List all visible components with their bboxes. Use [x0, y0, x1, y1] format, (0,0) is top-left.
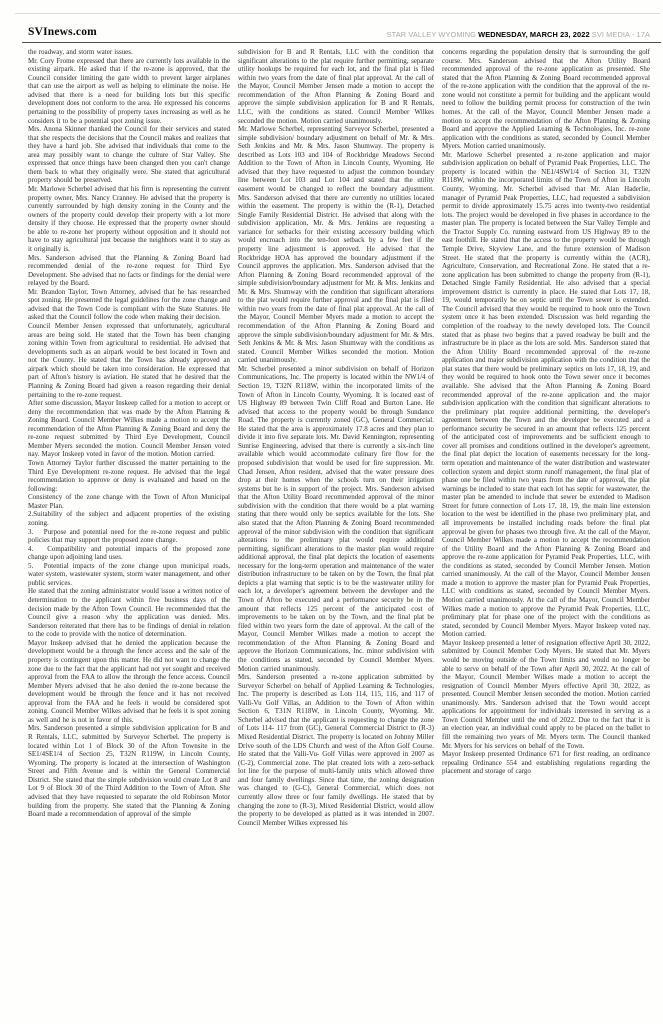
article-paragraph: the roadway, and storm water issues.: [28, 48, 133, 56]
article-list-item: Consistency of the zone change with the Town of Afton Municipal Master Plan.: [28, 493, 230, 510]
article-paragraph: Mr. Scherbel presented a minor subdivision on behalf of Horizon Communications, Inc. The property is located within the NW1/4 of Section 19, T32N R118W, within the incorporated limits of the Town of Afton in Lincoln County, Wyoming. It is located east of US Highway 89 between Twin Cliff Road and Burton Lane. He advised that access to the property would be through Sundance Road. The property is currently zoned (GC), General Commercial. He stated that the area is approximately 17.8 acres and they plan to divide it into five separate lots. Mr. David Kennington, representing Sunrise Engineering, advised that there is currently a six-inch line available which would accommodate culinary fire flow for the proposed subdivision that would be used for fire suppression. Mr. Chad Jensen, Afton resident, advised that the water pressure does drop at their homes when the schools turn on their irrigation systems but he is in support of the project. Mrs. Sanderson advised that the Afton Utility Board recommended approval of the minor subdivision with the condition that there would be a plat warning stating that there would only be septics available for the lots. She also stated that the Afton Planning & Zoning Board recommended approval of the minor subdivision with the condition that significant alterations to the preliminary plat would require additional permitting, significant alterations to the master plan would require additional approval, the final plat depicts the location of easements necessary for the long-term operation and maintenance of the water distribution infrastructure to be taken on by the Town, the final plat depicts a plat warning that septic is to be the wastewater utility for each lot, a developer's agreement between the developer and the Town of Afton be executed and a performance security be in the amount that reflects 125 percent of the anticipated cost of improvements to be taken on by the Town, and the final plat be filed within two years form the date of approval. At the call of the Mayor, Council Member Wilkes made a motion to accept the recommendation of the Afton Planning & Zoning Board and approve the Horizon Communications, Inc. minor subdivision with the conditions as stated, seconded by Council Member Myers. Motion carried unanimously.: [238, 364, 434, 673]
article-paragraph: Mr. Cory Frome expressed that there are currently lots available in the existing airpark. He asked that if the re-zone is approved, that the Council consider limiting the gate width to prevent larger airplanes that can use the airport as well as helping to eliminate the noise. He advised that there is a need for building lots but this specific development does not conform to the area. He expressed his concerns pertaining to the possibility of property taxes increasing as well as he considers it to be a potential spot zoning issue.: [28, 56, 230, 125]
top-divider-rule: [15, 13, 660, 14]
masthead: [28, 25, 650, 41]
article-paragraph: He stated that the zoning administrator would issue a written notice of determination to the applicant within five business days of the decision made by the Afton Town Council. He recommended that the Council give a reason why the application was denied. Mrs. Sanderson reiterated that there has to be findings of denial in relation to the code to provide with the notice of determination.: [28, 587, 230, 639]
article-paragraph: Mrs. Sanderson presented a simple subdivision application for B and R Rentals, LLC, submitted by Surveyor Scherbel. The property is located within Lot 1 of Block 30 of the Afton Townsite in the SE1/4SE1/4 of Section 25, T32N R119W, in Lincoln County, Wyoming. The property is located at the intersection of Washington Street and Fifth Avenue and is within the General Commercial District. She stated that the simple subdivision would create Lot 8 and Lot 9 of Block 30 of the Third Addition to the Town of Afton. She advised that they have requested to separate the old Robinson Motor building from the property. She stated that the Planning & Zoning Board made a recommendation of approval of the simple: [28, 724, 230, 819]
article-columns: [28, 48, 650, 988]
article-column-1: [28, 48, 230, 988]
article-paragraph: Mayor Inskeep advised that he denied the application because the development would be a through the fence access and the sale of the property is contingent upon this matter. He did not want to change the zone due to the fact that the applicant had not yet sought and received approval from the FAA to allow the through the fence access. Council Member Myers advised that he also denied the re-zone because the development would be through the fence and it has not received approval from the FAA and he feels it would be considered spot zoning. Council Member Wilkes advised that he feels it is spot zoning as well and he is not in favor of this.: [28, 638, 230, 724]
article-list-item: 4. Compatibility and potential impacts of the proposed zone change upon adjoining land uses.: [28, 544, 230, 562]
masthead-page-number: SVI MEDIA - 17A: [589, 30, 650, 39]
masthead-location: STAR VALLEY WYOMING: [386, 30, 479, 39]
article-paragraph: Council Member Jensen expressed that unfortunately, agricultural areas are being sold. He stated that the Town has been changing zoning within Town from agricultural to residential. He advised that developments such as an airpark would be best located in Town and not the County. He stated that the Town has already approved an airpark which should be taken into consideration. He expressed that part of Afton's history is aviation. He stated that he desired that the Planning & Zoning Board had given a reason regarding their denial pertaining to the re-zone request.: [28, 322, 230, 399]
article-paragraph: concerns regarding the population density that is surrounding the golf course. Mrs. Sanderson advised that the Afton Utility Board recommended approval of the re-zone application as presented. She stated that the Afton Planning & Zoning Board recommended approval of the re-zone application with the condition that the approval of the re-zone would not constitute a permit for building and the applicant would need to follow the building permit process for construction of the twin homes. At the call of the Mayor, Council Member Jensen made a motion to accept the recommendation of the Afton Planning & Zoning Board and approve the Applied Learning & Technologies, Inc. re-zone application with the conditions as stated, seconded by Council Member Myers. Motion carried unanimously.: [442, 48, 650, 151]
article-paragraph: Mayor Inskeep presented a letter of resignation effective April 30, 2022, submitted by Council Member Cody Myers. He stated that Mr. Myers would be moving outside of the Town limits and would no longer be able to serve on behalf of the Town after April 30, 2022. At the call of the Mayor, Council Member Wilkes made a motion to accept the resignation of Council Member Myers effective April 30, 2022, as presented. Council Member Jensen seconded the motion. Motion carried unanimously. Mrs. Sanderson advised that the Town would accept applications for appointment for individuals interested in serving as a Town Council Member until the end of 2022. Due to the fact that it is an election year, an individual could apply to be placed on the ballet to fill the remaining two years of Mr. Myers term. The Council thanked Mr. Myers for his services on behalf of the Town.: [442, 638, 650, 750]
masthead-site-title: SVInews.com: [28, 26, 97, 38]
article-list-item: 2.Suitability of the subject and adjacent properties of the existing zoning.: [28, 510, 230, 527]
article-column-2: [238, 48, 434, 988]
article-paragraph: Mrs. Anona Skinner thanked the Council for their services and stated that she respects the decisions that the Council makes and realizes that they have a hard job. She advised that individuals that come to the area may possibly want to change the culture of Star Valley. She expressed that once things have been changed then you can't change them back to what they originally were. She stated that agricultural property should be preserved.: [28, 125, 230, 185]
article-paragraph: Mr. Marlowe Scherbel presented a re-zone application and major subdivision application on behalf of Pyramid Peak Properties, LLC. The property is located within the NE1/4SW1/4 of Section 31, T32N R118W, within the incorporated limits of the Town of Afton in Lincoln County, Wyoming. Mr. Scherbel advised that Mr. Alan Haderlie, manager of Pyramid Peak Properties, LLC, had requested a subdivision permit to divide approximately 15.75 acres into twenty-two residential lots. The project would be developed in five phases in accordance to the master plan. The property is located between the Star Valley Temple and the Tractor Supply Co. running eastward from US Highway 89 to the east foothill. He stated that the access to the property would be through Temple Drive, Skyview Lane, and the future extension of Madison Street. He stated that the property is currently within the (ACR), Agriculture, Conservation, and Recreational Zone. He stated that a re-zone application has been submitted to change the property from (R-1), Detached Single Family Residential. He also advised that a special improvement district is currently in place. He stated that Lots 17, 18, 19, would temporarily be on septic until the Town sewer is extended. The Council advised that they would be required to hook onto the Town system once it has been extended. Discussion was held regarding the completion of the roadway to the newly developed lots. The Council stated that as phase two begins that a paved roadway be built and the infrastructure be in place as the lots are sold. Mrs. Sanderson stated that the Afton Utility Board recommended approval of the re-zone application and major subdivision application with the condition that the plat states that there would be preliminary septics on lots 17, 18, 19, and they would be required to hook onto the Town sewer once it becomes available. She advised that the Afton Planning & Zoning Board recommended approval of the re-zone application and the major subdivision application with the condition that significant alterations to the preliminary plat require additional permitting, the developer's agreement between the Town and the developer be executed and a performance security be secured in an amount that reflects 125 percent of the anticipated cost of improvements and be sufficient enough to cover all promises and conditions outlined in the developer's agreement, the final plat depict the location of easements necessary for the long-term operation and maintenance of the water distribution and wastewater collection system and depict storm runoff management, the final plat of phase one be filed within two years from the date of approval, the plat warnings be included to state that each lot has septic for wastewater, the master plan be amended to include that sewer be extended to Madison Street for future connection of Lots 17, 18, 19, the main line extension location to the west be identified in the phase two preliminary plat, and all improvements be installed including roads before the final plat approval be given for phases two through five. At the call of the Mayor, Council Member Wilkes made a motion to accept the recommendation of the Utility Board and the Afton Planning & Zoning Board and approve the re-zone application for Pyramid Peak Properties, LLC, with the conditions as stated, seconded by Council Member Jensen. Motion carried unanimously. At the call of the Mayor, Council Member Jensen made a motion to approve the master plan for Pyramid Peak Properties, LLC with conditions as stated, seconded by Council Member Myers. Motion carried unanimously. At the call of the Mayor, Council Member Wilkes made a motion to approve the Pyramid Peak Properties, LLC, preliminary plat for phase one of the project with the conditions as stated, seconded by Council Member Myers. Mayor Inskeep voted nay. Motion carried.: [442, 150, 650, 639]
article-column-3: [442, 48, 650, 988]
article-paragraph: Mr. Marlowe Scherbel, representing Surveyor Scherbel, presented a simple subdivision/ boundary adjustment on behalf of Mr. & Mrs. Seth Jenkins and Mr. & Mrs. Jason Shumway. The property is described as Lots 103 and 104 of Rockbridge Meadows Second Addition to the Town of Afton in Lincoln County, Wyoming. He advised that they have requested to adjust the common boundary line between Lot 103 and Lot 104 and stated that the utility easement would be changed to reflect the boundary adjustment. Mrs. Sanderson advised that there are currently no utilities located within the easement. The property is within the (R-1), Detached Single Family Residential District. He advised that along with the subdivision application, Mr. & Mrs. Jenkins are requesting a variance for setbacks for their existing accessory building which would encroach into the ten-foot setback by a few feet if the property line adjustment is approved. He advised that the Rockbridge HOA has approved the boundary adjustment if the Council approves the application. Mrs. Sanderson advised that the Afton Planning & Zoning Board recommended approval of the simple subdivision/boundary adjustment for Mr. & Mrs. Jenkins and Mr. & Mrs. Shumway with the condition that significant alterations to the plat would require further approval and the final plat is filed within two years from the date of final plat approval. At the call of the Mayor, Council Member Myers made a motion to accept the recommendation of the Afton Planning & Zoning Board and approve the simple subdivision/boundary adjustment for Mr. & Mrs. Seth Jenkins & Mr. & Mrs. Jason Shumway with the conditions as stated. Council Member Wilkes seconded the motion. Motion carried unanimously.: [238, 125, 434, 365]
article-paragraph: subdivision for B and R Rentals, LLC with the condition that significant alterations to the plat require further permitting, separate utility hookups be required for each lot, and the final plat is filed within two years from the date of final plat approval. At the call of the Mayor, Council Member Jensen made a motion to accept the recommendation of the Afton Planning & Zoning Board and approve the simple subdivision application for B and R Rentals, LLC, with the conditions as stated. Council Member Wilkes seconded the motion. Motion carried unanimously.: [238, 48, 434, 125]
article-paragraph: Town Attorney Taylor further discussed the matter pertaining to the Third Eye Development re-zone request. He advised that the legal recommendation to approve or deny is evaluated and based on the following:: [28, 459, 230, 493]
masthead-divider-rule: [22, 42, 661, 43]
article-paragraph: After some discussion, Mayor Inskeep called for a motion to accept or deny the recommendation that was made by the Afton Planning & Zoning Board. Council Member Wilkes made a motion to accept the recommendation of the Afton Planning & Zoning Board and deny the re-zone request submitted by Third Eye Development, Council Member Myers seconded the motion. Council Member Jensen voted nay. Mayor Inskeep voted in favor of the motion. Motion carried.: [28, 399, 230, 459]
article-paragraph: Mrs. Sanderson presented a re-zone application submitted by Surveyor Scherbel on behalf of Applied Learning & Technologies, Inc. The property is described as Lots 114, 115, 116, and 117 of Valli-Vu Golf Villas, an Addition to the Town of Afton within Section 6, T31N R118W, in Lincoln County, Wyoming. Mr. Scherbel advised that the applicant is requesting to change the zone of Lots 114- 117 from (GC), General Commercial District to (R-3) Mixed Residential District. The property is located on Johnny Miller Drive south of the LDS Church and west of the Afton Golf Course. He stated that the Valli-Vu- Golf Villas were approved in 2007 as (C-2), Commercial zone. The plat created lots with a zero-setback lot line for the purpose of multi-family units which allowed three and four family dwellings. Since that time, the zoning designation was changed to (G-C), General Commercial, which does not currently allow three or four family dwellings. He stated that by changing the zone to (R-3), Mixed Residential District, would allow the property to be developed as platted as it was intended in 2007. Council Member Wilkes expressed his: [238, 673, 434, 827]
article-list-item: 5. Potential impacts of the zone change upon municipal roads, water system, wastewater system, storm water management, and other public services.: [28, 561, 230, 587]
article-paragraph: Mr. Brandon Taylor, Town Attorney, advised that he has researched spot zoning. He presented the legal guidelines for the zone change and advised that the Town Code is compliant with the State Statutes. He asked that the Council follow the code when making their decision.: [28, 287, 230, 322]
article-list-item: 3. Purpose and potential need for the re-zone request and public policies that may support the proposed zone change.: [28, 527, 230, 545]
article-paragraph: Mr. Marlowe Scherbel advised that his firm is representing the current property owner, Mrs. Nancy Cranney. He advised that the property is currently surrounded by high density zoning in the County and the owners of the property could develop their property with a lot more density if they choose. He expressed that the property owner should be able to re-zone her property without opposition and it should not have to stay agricultural just because the neighbors want it to stay as it originally is.: [28, 185, 230, 253]
masthead-date: WEDNESDAY, MARCH 23, 2022: [478, 30, 590, 39]
article-paragraph: Mayor Inskeep presented Ordinance 671 for first reading, an ordinance repealing Ordinance 554 and establishing regulations regarding the placement and storage of cargo: [442, 750, 650, 776]
article-paragraph: Mrs. Sanderson advised that the Planning & Zoning Board had recommended denial of the re-zone request for Third Eye Development. She advised that no facts or findings for the denial were relayed by the Board.: [28, 253, 230, 288]
masthead-folio: [387, 30, 650, 39]
